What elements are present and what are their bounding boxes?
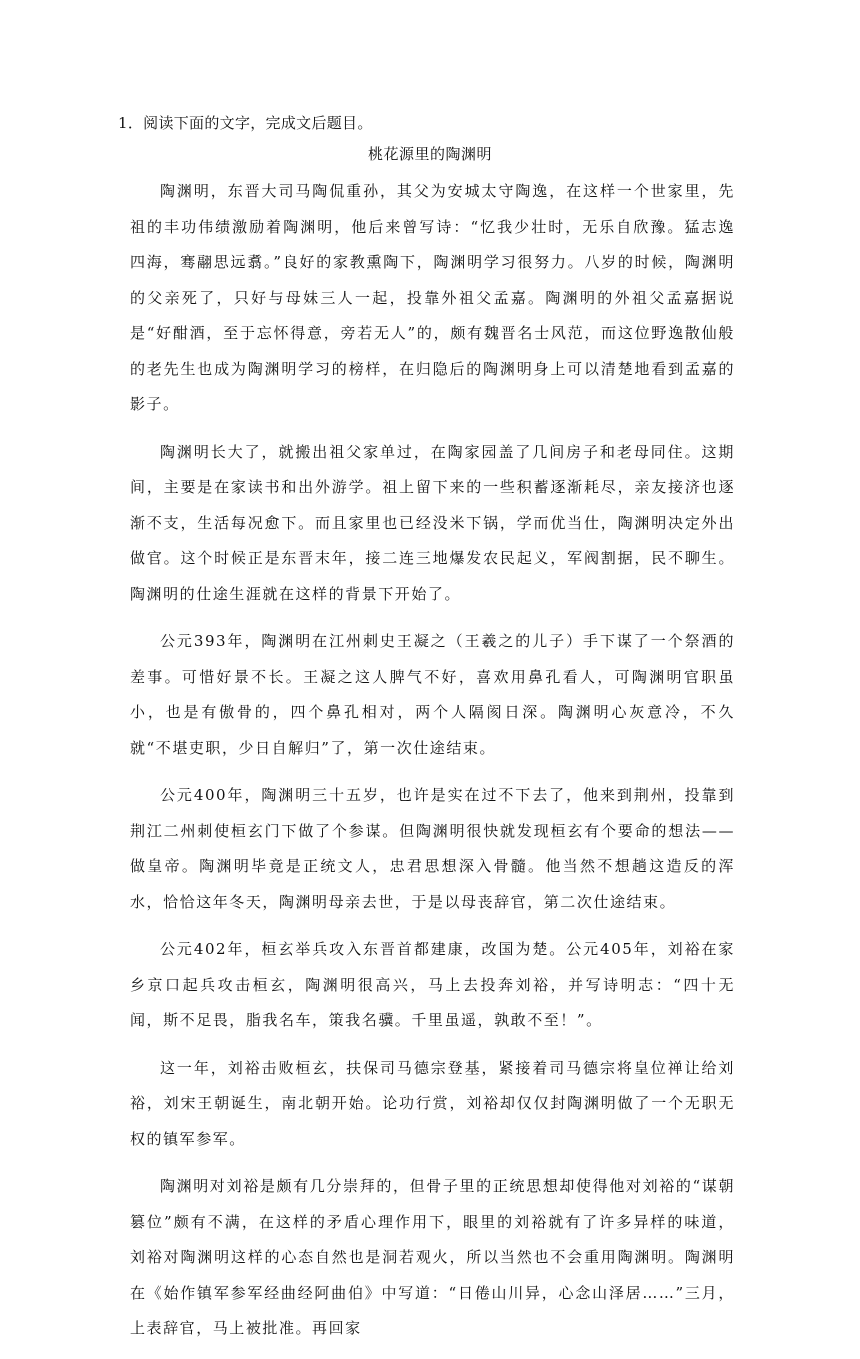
- paragraph: 陶渊明，东晋大司马陶侃重孙，其父为安城太守陶逸，在这样一个世家里，先祖的丰功伟绩激励着陶渊明，他后来曾写诗：“忆我少壮时，无乐自欣豫。猛志逸四海，骞翮思远翥。”良好的家教熏陶下，陶渊明学习很努力。八岁的时候，陶渊明的父亲死了，只好与母妹三人一起，投靠外祖父孟嘉。陶渊明的外祖父孟嘉据说是“好酣酒，至于忘怀得意，旁若无人”的，颇有魏晋名士风范，而这位野逸散仙般的老先生也成为陶渊明学习的榜样，在归隐后的陶渊明身上可以清楚地看到孟嘉的影子。: [130, 182, 735, 413]
- paragraph: 陶渊明长大了，就搬出祖父家单过，在陶家园盖了几间房子和老母同住。这期间，主要是在家读书和出外游学。祖上留下来的一些积蓄逐渐耗尽，亲友接济也逐渐不支，生活每况愈下。而且家里也已经没米下锅，学而优当仕，陶渊明决定外出做官。这个时候正是东晋末年，接二连三地爆发农民起义，军阀割据，民不聊生。陶渊明的仕途生涯就在这样的背景下开始了。: [130, 442, 735, 603]
- paragraph: 这一年，刘裕击败桓玄，扶保司马德宗登基，紧接着司马德宗将皇位禅让给刘裕，刘宋王朝诞生，南北朝开始。论功行赏，刘裕却仅仅封陶渊明做了一个无职无权的镇军参军。: [130, 1058, 735, 1148]
- question-prompt: 1．阅读下面的文字，完成文后题目。: [118, 114, 373, 132]
- article-title: 桃花源里的陶渊明: [367, 145, 492, 163]
- article-body: [130, 174, 735, 1359]
- paragraph: 公元393年，陶渊明在江州刺史王凝之（王羲之的儿子）手下谋了一个祭酒的差事。可惜好景不长。王凝之这人脾气不好，喜欢用鼻孔看人，可陶渊明官职虽小，也是有傲骨的，四个鼻孔相对，两个人隔阂日深。陶渊明心灰意冷，不久就“不堪吏职，少日自解归”了，第一次仕途结束。: [130, 632, 735, 757]
- paragraph: 公元402年，桓玄举兵攻入东晋首都建康，改国为楚。公元405年，刘裕在家乡京口起兵攻击桓玄，陶渊明很高兴，马上去投奔刘裕，并写诗明志：“四十无闻，斯不足畏，脂我名车，策我名骥。千里虽遥，孰敢不至！”。: [130, 940, 735, 1029]
- paragraph: 陶渊明对刘裕是颇有几分崇拜的，但骨子里的正统思想却使得他对刘裕的“谋朝篡位”颇有不满，在这样的矛盾心理作用下，眼里的刘裕就有了许多异样的味道，刘裕对陶渊明这样的心态自然也是洞若观火，所以当然也不会重用陶渊明。陶渊明在《始作镇军参军经曲经阿曲伯》中写道：“日倦山川异，心念山泽居……”三月，上表辞官，马上被批准。再回家: [130, 1177, 735, 1337]
- paragraph: 公元400年，陶渊明三十五岁，也许是实在过不下去了，他来到荆州，投靠到荆江二州刺使桓玄门下做了个参谋。但陶渊明很快就发现桓玄有个要命的想法——做皇帝。陶渊明毕竟是正统文人，忠君思想深入骨髓。他当然不想趟这造反的浑水，恰恰这年冬天，陶渊明母亲去世，于是以母丧辞官，第二次仕途结束。: [130, 786, 735, 911]
